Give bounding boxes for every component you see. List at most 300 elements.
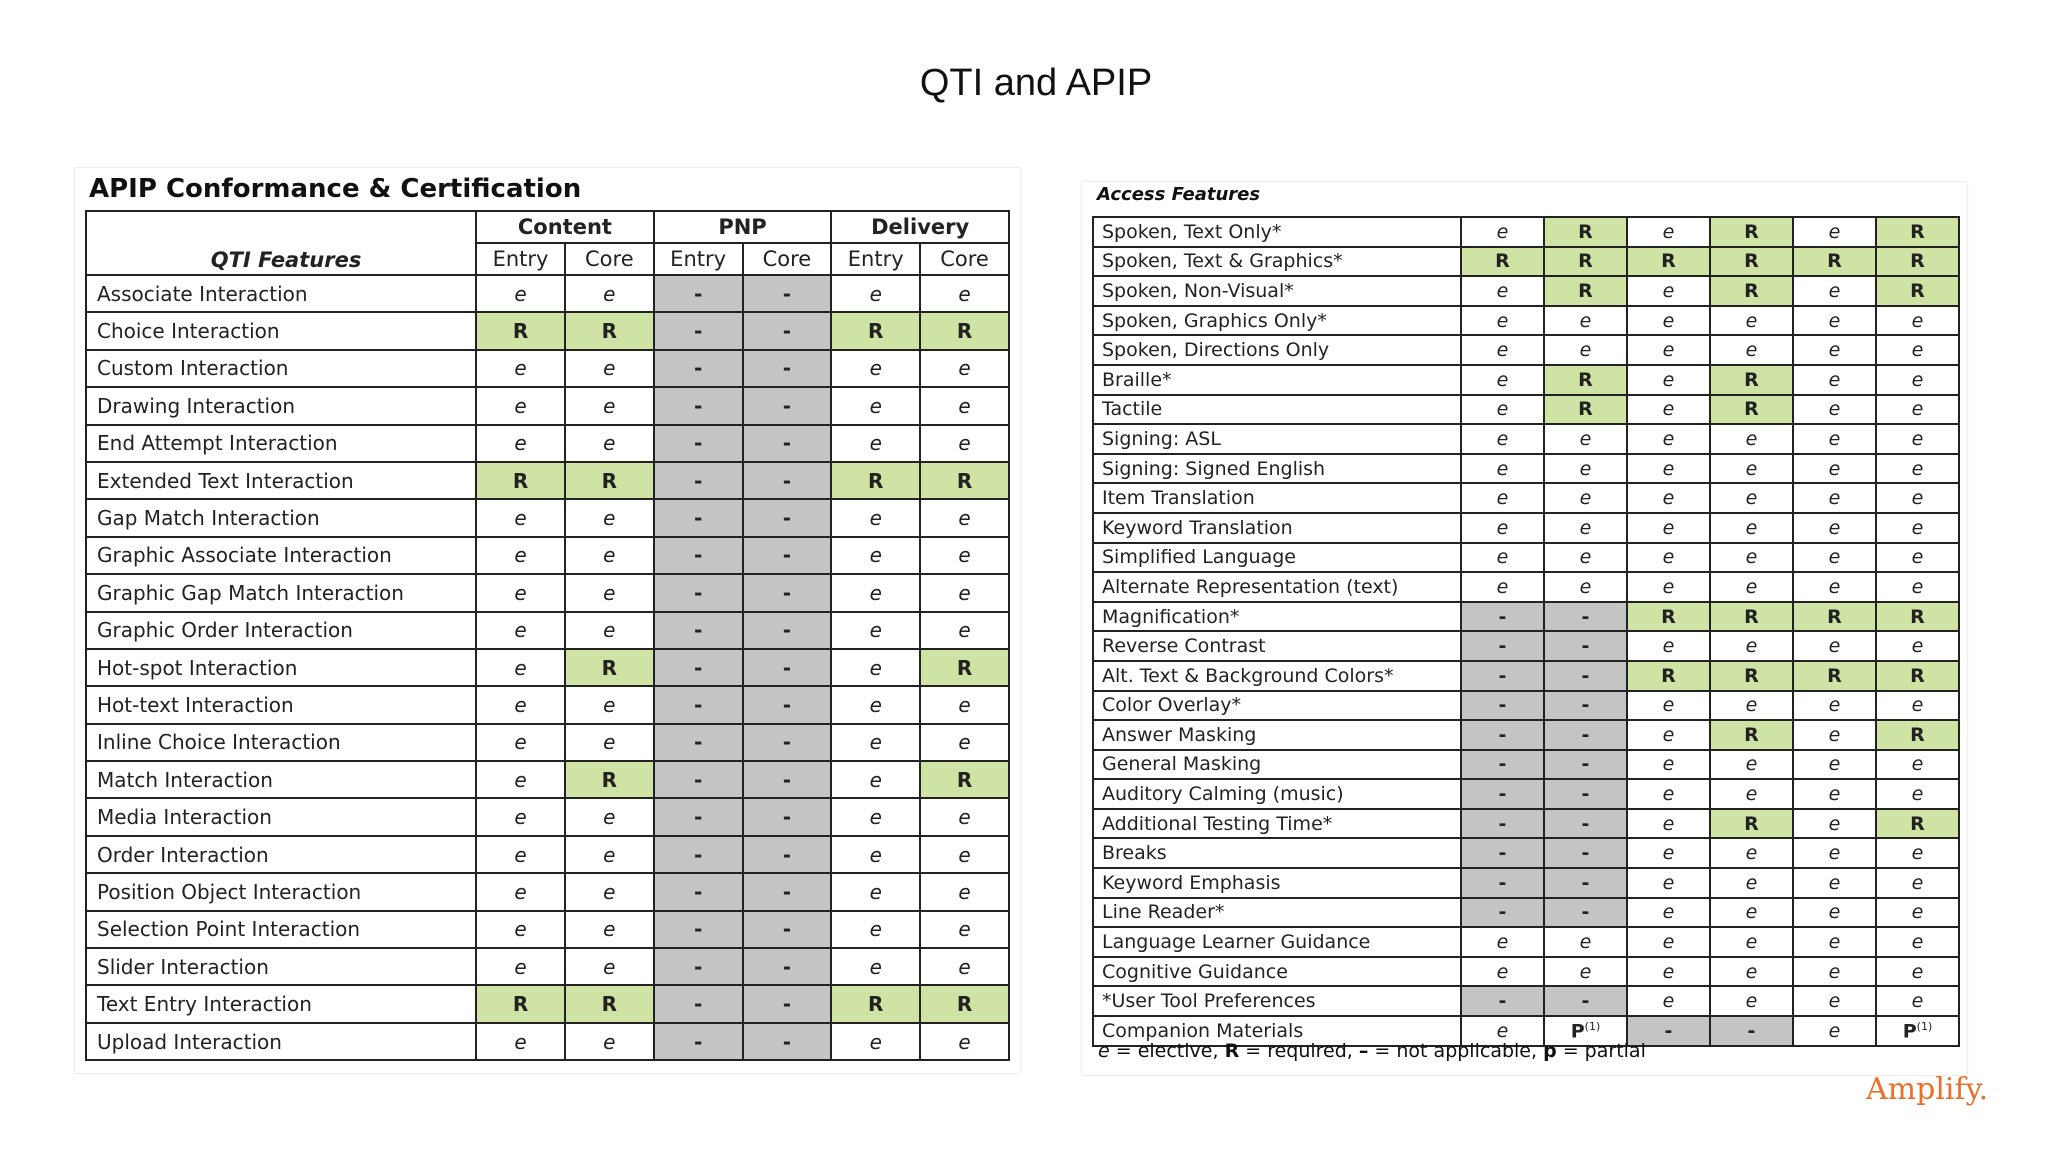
elective-cell: e — [920, 537, 1009, 574]
required-cell: R — [1461, 247, 1544, 277]
elective-cell: e — [1544, 957, 1627, 987]
not-applicable-cell: - — [654, 350, 743, 387]
elective-cell: e — [1876, 631, 1959, 661]
elective-cell: e — [1793, 750, 1876, 780]
partial-footnote: (1) — [1584, 1019, 1601, 1033]
right-table-heading: Access Features — [1097, 184, 1261, 205]
partial-cell: $P^{(1)}$ — [1876, 1016, 1959, 1046]
not-applicable-cell: - — [1461, 868, 1544, 898]
elective-cell: e — [1461, 483, 1544, 513]
elective-cell: e — [831, 873, 920, 910]
not-applicable-cell: - — [743, 499, 832, 536]
group-header-content: Content — [476, 211, 654, 243]
required-cell: R — [1710, 247, 1793, 277]
elective-cell: e — [1627, 454, 1710, 484]
not-applicable-cell: - — [743, 761, 832, 798]
required-cell: R — [476, 312, 565, 349]
table-row — [86, 425, 1009, 462]
elective-cell: e — [1793, 631, 1876, 661]
elective-cell: e — [1710, 868, 1793, 898]
table-row — [1093, 424, 1959, 454]
table-row — [86, 312, 1009, 349]
not-applicable-cell: - — [1461, 986, 1544, 1016]
feature-name: Braille* — [1093, 365, 1461, 395]
elective-cell: e — [831, 761, 920, 798]
feature-name: Breaks — [1093, 838, 1461, 868]
feature-name: Auditory Calming (music) — [1093, 779, 1461, 809]
required-cell: R — [1544, 247, 1627, 277]
required-cell: R — [1793, 661, 1876, 691]
elective-cell: e — [1627, 809, 1710, 839]
feature-name: Custom Interaction — [86, 350, 476, 387]
sub-header: Core — [920, 243, 1009, 275]
feature-name: Companion Materials — [1093, 1016, 1461, 1046]
elective-cell: e — [1793, 868, 1876, 898]
elective-cell: e — [476, 761, 565, 798]
table-row — [1093, 779, 1959, 809]
required-cell: R — [1876, 809, 1959, 839]
elective-cell: e — [1793, 395, 1876, 425]
elective-cell: e — [920, 612, 1009, 649]
required-cell: R — [1544, 217, 1627, 247]
feature-name: Drawing Interaction — [86, 387, 476, 424]
feature-name: Hot-spot Interaction — [86, 649, 476, 686]
elective-cell: e — [1793, 513, 1876, 543]
elective-cell: e — [1876, 957, 1959, 987]
required-cell: R — [1544, 365, 1627, 395]
feature-name: Additional Testing Time* — [1093, 809, 1461, 839]
elective-cell: e — [831, 686, 920, 723]
elective-cell: e — [476, 350, 565, 387]
elective-cell: e — [831, 387, 920, 424]
legend-partial-symbol: p — [1543, 1040, 1557, 1062]
required-cell: R — [920, 312, 1009, 349]
feature-name: Choice Interaction — [86, 312, 476, 349]
elective-cell: e — [1710, 543, 1793, 573]
not-applicable-cell: - — [1461, 779, 1544, 809]
required-cell: R — [1710, 720, 1793, 750]
elective-cell: e — [1627, 483, 1710, 513]
feature-name: Order Interaction — [86, 836, 476, 873]
elective-cell: e — [1710, 750, 1793, 780]
feature-name: Signing: ASL — [1093, 424, 1461, 454]
not-applicable-cell: - — [1544, 602, 1627, 632]
elective-cell: e — [1627, 217, 1710, 247]
legend-na-text: = not applicable, — [1368, 1040, 1544, 1062]
elective-cell: e — [1627, 335, 1710, 365]
elective-cell: e — [1710, 306, 1793, 336]
elective-cell: e — [920, 1023, 1009, 1060]
table-row — [1093, 513, 1959, 543]
elective-cell: e — [1793, 483, 1876, 513]
elective-cell: e — [1461, 957, 1544, 987]
elective-cell: e — [1710, 335, 1793, 365]
table-row — [1093, 335, 1959, 365]
elective-cell: e — [920, 686, 1009, 723]
elective-cell: e — [1627, 720, 1710, 750]
table-row — [1093, 986, 1959, 1016]
feature-name: Text Entry Interaction — [86, 985, 476, 1022]
not-applicable-cell: - — [1544, 868, 1627, 898]
elective-cell: e — [1627, 927, 1710, 957]
required-cell: R — [831, 462, 920, 499]
feature-name: Hot-text Interaction — [86, 686, 476, 723]
elective-cell: e — [1876, 395, 1959, 425]
elective-cell: e — [1461, 543, 1544, 573]
not-applicable-cell: - — [743, 1023, 832, 1060]
required-cell: R — [831, 312, 920, 349]
elective-cell: e — [1627, 276, 1710, 306]
table-row — [86, 836, 1009, 873]
elective-cell: e — [920, 724, 1009, 761]
table-row — [86, 911, 1009, 948]
group-header-pnp: PNP — [654, 211, 832, 243]
table-row — [86, 612, 1009, 649]
not-applicable-cell: - — [743, 798, 832, 835]
elective-cell: e — [1876, 572, 1959, 602]
elective-cell: e — [920, 911, 1009, 948]
not-applicable-cell: - — [1461, 720, 1544, 750]
elective-cell: e — [1710, 454, 1793, 484]
elective-cell: e — [1627, 957, 1710, 987]
elective-cell: e — [1793, 720, 1876, 750]
feature-name: Spoken, Text & Graphics* — [1093, 247, 1461, 277]
elective-cell: e — [1710, 927, 1793, 957]
legend-elective-text: = elective, — [1109, 1040, 1225, 1062]
feature-name: Line Reader* — [1093, 898, 1461, 928]
table-row — [86, 686, 1009, 723]
elective-cell: e — [565, 911, 654, 948]
elective-cell: e — [1793, 335, 1876, 365]
not-applicable-cell: - — [1544, 779, 1627, 809]
elective-cell: e — [476, 724, 565, 761]
elective-cell: e — [920, 574, 1009, 611]
table-row — [86, 948, 1009, 985]
not-applicable-cell: - — [743, 836, 832, 873]
required-cell: R — [920, 761, 1009, 798]
required-cell: R — [565, 985, 654, 1022]
feature-name: Simplified Language — [1093, 543, 1461, 573]
not-applicable-cell: - — [743, 686, 832, 723]
not-applicable-cell: - — [1544, 661, 1627, 691]
feature-name: Match Interaction — [86, 761, 476, 798]
elective-cell: e — [920, 350, 1009, 387]
elective-cell: e — [920, 836, 1009, 873]
elective-cell: e — [1710, 779, 1793, 809]
feature-name: Magnification* — [1093, 602, 1461, 632]
elective-cell: e — [1710, 572, 1793, 602]
elective-cell: e — [1627, 986, 1710, 1016]
elective-cell: e — [1876, 691, 1959, 721]
legend-required-symbol: R — [1224, 1040, 1240, 1062]
elective-cell: e — [1793, 306, 1876, 336]
elective-cell: e — [1876, 424, 1959, 454]
not-applicable-cell: - — [1461, 809, 1544, 839]
elective-cell: e — [831, 574, 920, 611]
table-row — [1093, 898, 1959, 928]
not-applicable-cell: - — [1544, 986, 1627, 1016]
elective-cell: e — [565, 948, 654, 985]
not-applicable-cell: - — [743, 985, 832, 1022]
table-row — [86, 499, 1009, 536]
elective-cell: e — [1876, 927, 1959, 957]
not-applicable-cell: - — [1461, 838, 1544, 868]
not-applicable-cell: - — [1544, 809, 1627, 839]
elective-cell: e — [1627, 750, 1710, 780]
table-row — [1093, 927, 1959, 957]
elective-cell: e — [476, 275, 565, 312]
not-applicable-cell: - — [654, 537, 743, 574]
elective-cell: e — [476, 686, 565, 723]
elective-cell: e — [920, 798, 1009, 835]
required-cell: R — [1876, 276, 1959, 306]
feature-name: Selection Point Interaction — [86, 911, 476, 948]
elective-cell: e — [476, 574, 565, 611]
elective-cell: e — [476, 1023, 565, 1060]
elective-cell: e — [1710, 483, 1793, 513]
elective-cell: e — [1461, 335, 1544, 365]
elective-cell: e — [565, 798, 654, 835]
feature-name: Position Object Interaction — [86, 873, 476, 910]
elective-cell: e — [476, 425, 565, 462]
elective-cell: e — [920, 873, 1009, 910]
elective-cell: e — [1710, 898, 1793, 928]
access-features-panel — [1082, 182, 1967, 1075]
elective-cell: e — [1876, 483, 1959, 513]
table-row — [1093, 691, 1959, 721]
table-row — [1093, 365, 1959, 395]
required-cell: R — [1710, 217, 1793, 247]
table-row — [1093, 454, 1959, 484]
feature-name: Graphic Associate Interaction — [86, 537, 476, 574]
elective-cell: e — [1461, 217, 1544, 247]
required-cell: R — [920, 462, 1009, 499]
elective-cell: e — [1793, 454, 1876, 484]
elective-cell: e — [565, 612, 654, 649]
elective-cell: e — [1544, 572, 1627, 602]
not-applicable-cell: - — [1461, 631, 1544, 661]
elective-cell: e — [1461, 276, 1544, 306]
not-applicable-cell: - — [1461, 898, 1544, 928]
required-cell: R — [920, 649, 1009, 686]
elective-cell: e — [565, 387, 654, 424]
elective-cell: e — [1876, 898, 1959, 928]
group-header-delivery: Delivery — [831, 211, 1009, 243]
feature-name: Alternate Representation (text) — [1093, 572, 1461, 602]
not-applicable-cell: - — [1544, 691, 1627, 721]
required-cell: R — [1876, 217, 1959, 247]
elective-cell: e — [1793, 957, 1876, 987]
elective-cell: e — [1793, 779, 1876, 809]
not-applicable-cell: - — [1544, 750, 1627, 780]
feature-name: Slider Interaction — [86, 948, 476, 985]
not-applicable-cell: - — [743, 948, 832, 985]
elective-cell: e — [1793, 217, 1876, 247]
elective-cell: e — [1627, 868, 1710, 898]
elective-cell: e — [831, 724, 920, 761]
feature-name: Language Learner Guidance — [1093, 927, 1461, 957]
feature-name: Signing: Signed English — [1093, 454, 1461, 484]
elective-cell: e — [920, 499, 1009, 536]
sub-header: Core — [565, 243, 654, 275]
feature-name: Spoken, Graphics Only* — [1093, 306, 1461, 336]
feature-name: Keyword Emphasis — [1093, 868, 1461, 898]
elective-cell: e — [1876, 365, 1959, 395]
not-applicable-cell: - — [654, 499, 743, 536]
elective-cell: e — [1710, 513, 1793, 543]
legend-elective-symbol: e — [1098, 1040, 1110, 1062]
required-cell: R — [1876, 602, 1959, 632]
required-cell: R — [565, 761, 654, 798]
elective-cell: e — [1461, 365, 1544, 395]
elective-cell: e — [1627, 365, 1710, 395]
required-cell: R — [476, 985, 565, 1022]
feature-name: Media Interaction — [86, 798, 476, 835]
required-cell: R — [1627, 602, 1710, 632]
elective-cell: e — [1627, 513, 1710, 543]
required-cell: R — [1627, 661, 1710, 691]
required-cell: R — [831, 985, 920, 1022]
elective-cell: e — [1793, 1016, 1876, 1046]
group-header-row — [86, 211, 1009, 243]
not-applicable-cell: - — [654, 948, 743, 985]
access-features-table — [1092, 216, 1960, 1047]
elective-cell: e — [920, 425, 1009, 462]
not-applicable-cell: - — [1710, 1016, 1793, 1046]
required-cell: R — [1544, 276, 1627, 306]
table-row — [86, 350, 1009, 387]
not-applicable-cell: - — [654, 574, 743, 611]
elective-cell: e — [831, 612, 920, 649]
not-applicable-cell: - — [654, 798, 743, 835]
not-applicable-cell: - — [743, 462, 832, 499]
table-row — [1093, 306, 1959, 336]
not-applicable-cell: - — [654, 612, 743, 649]
feature-name: Graphic Gap Match Interaction — [86, 574, 476, 611]
elective-cell: e — [1876, 543, 1959, 573]
not-applicable-cell: - — [1627, 1016, 1710, 1046]
elective-cell: e — [920, 387, 1009, 424]
not-applicable-cell: - — [654, 911, 743, 948]
table-row — [1093, 602, 1959, 632]
elective-cell: e — [565, 574, 654, 611]
not-applicable-cell: - — [654, 387, 743, 424]
elective-cell: e — [1793, 838, 1876, 868]
not-applicable-cell: - — [654, 873, 743, 910]
not-applicable-cell: - — [743, 873, 832, 910]
elective-cell: e — [1793, 927, 1876, 957]
not-applicable-cell: - — [1461, 602, 1544, 632]
table-row — [1093, 247, 1959, 277]
not-applicable-cell: - — [654, 1023, 743, 1060]
elective-cell: e — [1461, 572, 1544, 602]
elective-cell: e — [565, 836, 654, 873]
required-cell: R — [1710, 276, 1793, 306]
elective-cell: e — [1544, 513, 1627, 543]
elective-cell: e — [1627, 631, 1710, 661]
table-row — [86, 985, 1009, 1022]
required-cell: R — [1876, 247, 1959, 277]
feature-name: Reverse Contrast — [1093, 631, 1461, 661]
amplify-logo: Amplify. — [1866, 1072, 1989, 1107]
table-row — [86, 387, 1009, 424]
table-row — [86, 649, 1009, 686]
elective-cell: e — [1876, 750, 1959, 780]
not-applicable-cell: - — [743, 724, 832, 761]
elective-cell: e — [1793, 276, 1876, 306]
elective-cell: e — [1876, 454, 1959, 484]
elective-cell: e — [476, 836, 565, 873]
required-cell: R — [1627, 247, 1710, 277]
elective-cell: e — [1627, 898, 1710, 928]
table-row — [1093, 395, 1959, 425]
elective-cell: e — [565, 686, 654, 723]
elective-cell: e — [1627, 838, 1710, 868]
required-cell: R — [565, 312, 654, 349]
elective-cell: e — [1876, 306, 1959, 336]
elective-cell: e — [1710, 957, 1793, 987]
feature-name: Tactile — [1093, 395, 1461, 425]
elective-cell: e — [476, 649, 565, 686]
feature-name: *User Tool Preferences — [1093, 986, 1461, 1016]
elective-cell: e — [1876, 838, 1959, 868]
not-applicable-cell: - — [654, 462, 743, 499]
table-row — [86, 873, 1009, 910]
elective-cell: e — [1461, 454, 1544, 484]
elective-cell: e — [1710, 838, 1793, 868]
not-applicable-cell: - — [654, 761, 743, 798]
table-row — [1093, 750, 1959, 780]
elective-cell: e — [1627, 691, 1710, 721]
elective-cell: e — [1710, 986, 1793, 1016]
table-row — [1093, 543, 1959, 573]
not-applicable-cell: - — [743, 649, 832, 686]
sub-header: Entry — [476, 243, 565, 275]
not-applicable-cell: - — [743, 350, 832, 387]
table-row — [86, 275, 1009, 312]
elective-cell: e — [1627, 395, 1710, 425]
not-applicable-cell: - — [654, 425, 743, 462]
feature-name: Inline Choice Interaction — [86, 724, 476, 761]
elective-cell: e — [831, 537, 920, 574]
table-row — [1093, 276, 1959, 306]
elective-cell: e — [476, 537, 565, 574]
qti-features-table — [85, 210, 1010, 1061]
feature-name: Spoken, Text Only* — [1093, 217, 1461, 247]
elective-cell: e — [476, 499, 565, 536]
required-cell: R — [1710, 395, 1793, 425]
sub-header: Entry — [831, 243, 920, 275]
elective-cell: e — [831, 425, 920, 462]
elective-cell: e — [565, 873, 654, 910]
required-cell: R — [565, 649, 654, 686]
table-row — [86, 537, 1009, 574]
required-cell: R — [565, 462, 654, 499]
elective-cell: e — [565, 499, 654, 536]
elective-cell: e — [1461, 513, 1544, 543]
slide-title: QTI and APIP — [919, 62, 1153, 104]
elective-cell: e — [1461, 1016, 1544, 1046]
elective-cell: e — [1544, 454, 1627, 484]
elective-cell: e — [1627, 424, 1710, 454]
feature-name: Color Overlay* — [1093, 691, 1461, 721]
elective-cell: e — [831, 911, 920, 948]
elective-cell: e — [565, 350, 654, 387]
table-row — [1093, 957, 1959, 987]
not-applicable-cell: - — [654, 649, 743, 686]
not-applicable-cell: - — [1544, 631, 1627, 661]
table-row — [1093, 217, 1959, 247]
